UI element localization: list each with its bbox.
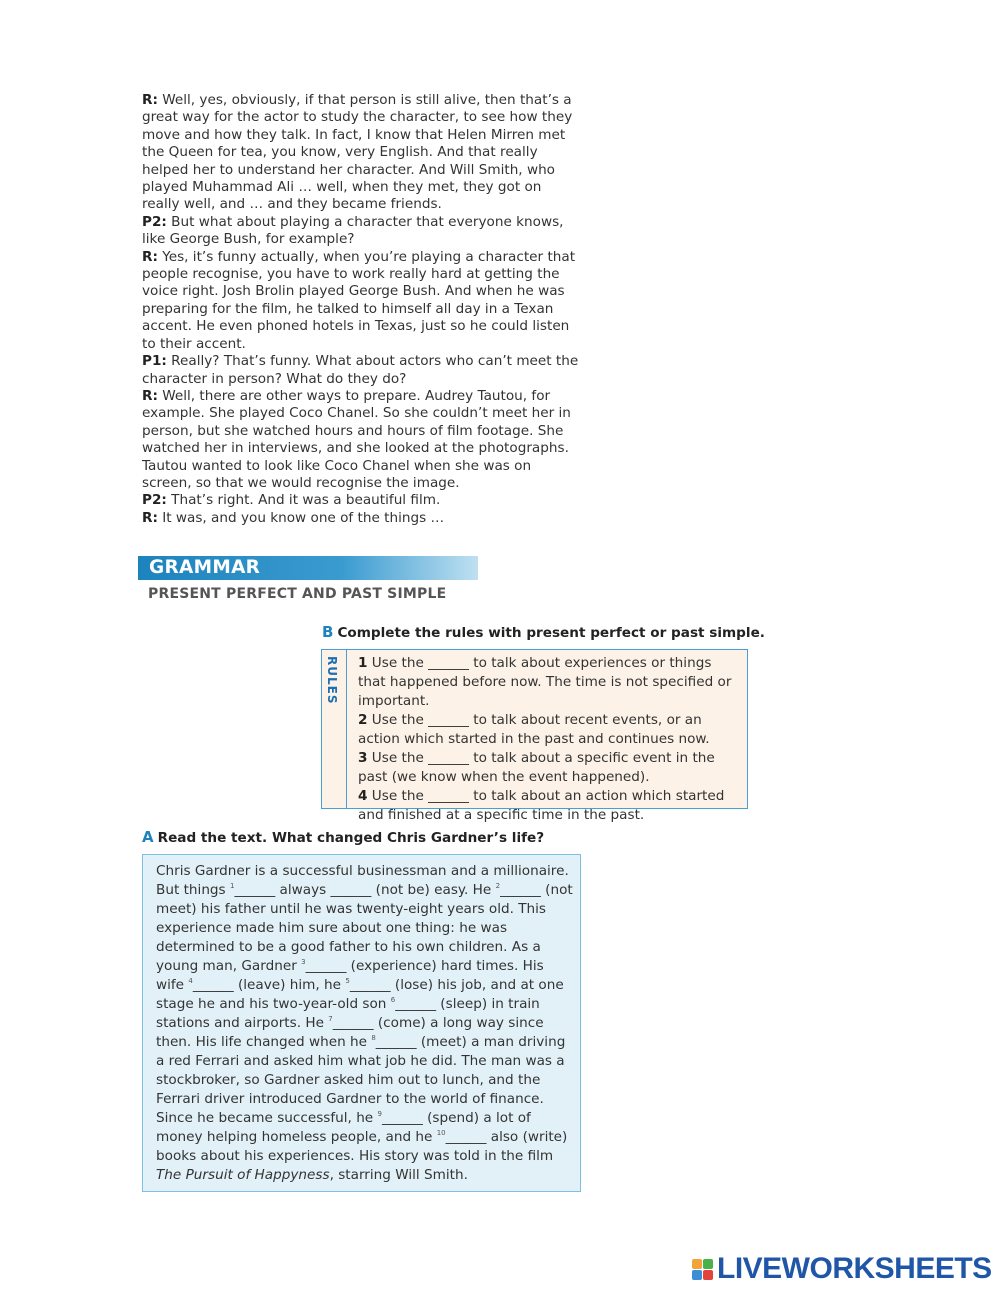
gap-number: 4 bbox=[188, 977, 193, 985]
rule-text: Use the ______ to talk about recent events, or an action which started in the past and continues now. bbox=[358, 712, 710, 747]
line-text: It was, and you know one of the things … bbox=[157, 509, 445, 526]
text-segment: Chris Gardner is a successful businessman and a millionaire. But things bbox=[156, 863, 569, 898]
gap-number: 6 bbox=[390, 996, 396, 1004]
exercise-letter: A bbox=[142, 828, 154, 846]
logo-square bbox=[692, 1270, 702, 1280]
logo-square bbox=[703, 1270, 713, 1280]
transcript-line bbox=[142, 388, 582, 492]
speaker-label: R: bbox=[142, 92, 158, 108]
text-segment: ______ (experience) hard times. His wife bbox=[156, 958, 544, 993]
line-text: Well, yes, obviously, if that person is still alive, then that’s a great way for the actor to study the character, to see how they move and how they talk. In fact, I know that Helen Mirren met the Queen for tea, you know, very English. And that really helped her to understand her character. And Will Smith, who played Muhammad Ali … well, when they met, they got on really well, and … and they became friends. bbox=[142, 92, 573, 213]
transcript-line bbox=[142, 353, 582, 388]
rules-label: RULES bbox=[325, 656, 339, 705]
transcript-line bbox=[142, 214, 582, 249]
film-title: The Pursuit of Happyness bbox=[156, 1167, 330, 1183]
rule-item bbox=[358, 749, 743, 787]
line-text: Well, there are other ways to prepare. Audrey Tautou, for example. She played Coco Chanel. So she couldn’t meet her in person, but she watched hours and hours of film footage. She watched her in interviews, and she looked at the photographs. Tautou wanted to look like Coco Chanel when she was on screen, so that we would recognise the image. bbox=[142, 387, 571, 491]
rule-number: 4 bbox=[358, 788, 368, 804]
rule-item bbox=[358, 787, 743, 825]
line-text: But what about playing a character that everyone knows, like George Bush, for example? bbox=[142, 213, 564, 248]
gap-number: 10 bbox=[436, 1129, 446, 1137]
text-segment: ______ (spend) a lot of money helping homeless people, and he bbox=[156, 1110, 531, 1145]
text-segment: ______ (meet) a man driving a red Ferrari and asked him what job he did. The man was a stockbroker, so Gardner asked him out to lunch, and the Ferrari driver introduced Gardner to the world of finance. Since he became successful, he bbox=[156, 1034, 566, 1126]
logo-text: LIVEWORKSHEETS bbox=[717, 1252, 992, 1285]
gap-number: 3 bbox=[301, 958, 306, 966]
text-segment: ______ (lose) his job, and at one stage he and his two-year-old son bbox=[156, 977, 564, 1012]
logo-square bbox=[692, 1259, 702, 1269]
exercise-letter: B bbox=[322, 623, 334, 641]
line-text: Yes, it’s funny actually, when you’re playing a character that people recognise, you have to work really hard at getting the voice right. Josh Brolin played George Bush. And when he was preparing for the film, he talked to himself all day in a Texan accent. He even phoned hotels in Texas, just so he could listen to their accent. bbox=[142, 248, 576, 352]
transcript-line bbox=[142, 249, 582, 353]
instruction-text: Read the text. What changed Chris Gardner’s life? bbox=[157, 830, 545, 846]
rule-item bbox=[358, 654, 743, 711]
text-segment: , starring Will Smith. bbox=[329, 1167, 468, 1183]
grammar-subheading: PRESENT PERFECT AND PAST SIMPLE bbox=[148, 586, 447, 602]
rule-item bbox=[358, 711, 743, 749]
text-segment: ______ (come) a long way since then. His life changed when he bbox=[156, 1015, 544, 1050]
gap-number: 9 bbox=[377, 1110, 382, 1118]
exercise-b-instruction bbox=[322, 623, 765, 641]
rule-text: Use the ______ to talk about experiences or things that happened before now. The time is not specified or important. bbox=[358, 655, 732, 709]
rule-number: 1 bbox=[358, 655, 368, 671]
rule-text: Use the ______ to talk about an action which started and finished at a specific time in the past. bbox=[358, 788, 725, 823]
interview-transcript bbox=[142, 92, 582, 527]
reading-text bbox=[156, 862, 576, 1185]
reading-text-box bbox=[142, 854, 581, 1192]
rules-list bbox=[358, 654, 743, 825]
gap-number: 7 bbox=[328, 1015, 333, 1023]
logo-mark-icon bbox=[692, 1259, 713, 1280]
text-segment: ______ (sleep) in train stations and airports. He bbox=[156, 996, 540, 1031]
gap-number: 1 bbox=[229, 882, 235, 890]
text-segment: ______ (not meet) his father until he was twenty-eight years old. This experience made him sure about one thing: he was determined to be a good father to his own children. As a young man, Gardner bbox=[156, 882, 573, 974]
speaker-label: P1: bbox=[142, 353, 167, 370]
rules-tab bbox=[322, 650, 347, 808]
text-segment: ______ (leave) him, he bbox=[192, 977, 346, 993]
text-segment: ______ always ______ (not be) easy. He bbox=[234, 882, 496, 898]
transcript-line bbox=[142, 92, 582, 214]
instruction-text: Complete the rules with present perfect or past simple. bbox=[337, 625, 765, 641]
text-segment: ______ also (write) books about his experiences. His story was told in the film bbox=[156, 1129, 568, 1164]
rules-box bbox=[321, 649, 748, 823]
grammar-title: GRAMMAR bbox=[149, 557, 261, 578]
grammar-banner bbox=[138, 556, 478, 580]
exercise-a-instruction bbox=[142, 828, 544, 846]
logo-square bbox=[703, 1259, 713, 1269]
transcript-line bbox=[142, 492, 582, 509]
speaker-label: R: bbox=[142, 248, 158, 265]
rule-text: Use the ______ to talk about a specific event in the past (we know when the event happened). bbox=[358, 750, 715, 785]
line-text: Really? That’s funny. What about actors who can’t meet the character in person? What do they do? bbox=[142, 353, 579, 387]
rule-number: 2 bbox=[358, 712, 368, 728]
rule-number: 3 bbox=[358, 750, 368, 766]
speaker-label: P2: bbox=[142, 492, 167, 509]
liveworksheets-logo[interactable] bbox=[692, 1252, 992, 1286]
line-text: That’s right. And it was a beautiful film. bbox=[166, 492, 441, 509]
speaker-label: P2: bbox=[142, 213, 167, 230]
gap-number: 2 bbox=[495, 882, 501, 890]
speaker-label: R: bbox=[142, 509, 158, 526]
gap-number: 8 bbox=[371, 1034, 376, 1042]
transcript-line bbox=[142, 510, 582, 527]
gap-number: 5 bbox=[345, 977, 350, 985]
speaker-label: R: bbox=[142, 387, 158, 404]
